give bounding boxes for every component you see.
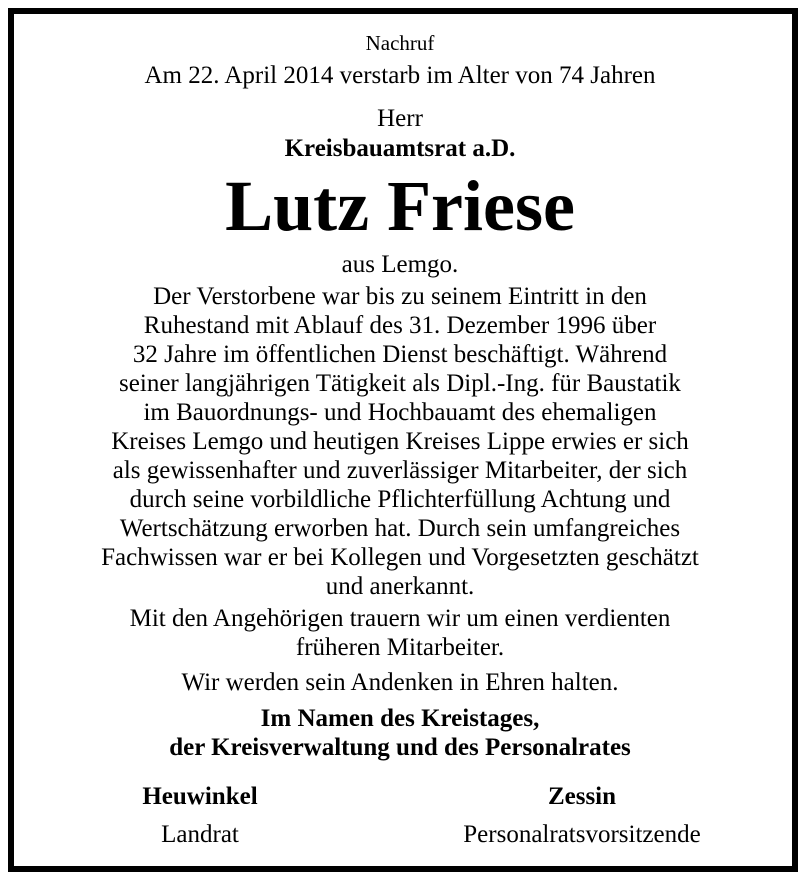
body-line: seiner langjährigen Tätigkeit als Dipl.-Ing. für Baustatik bbox=[119, 370, 681, 397]
remembrance-line: Wir werden sein Andenken in Ehren halten. bbox=[181, 669, 619, 696]
body-line: als gewissenhafter und zuverlässiger Mitarbeiter, der sich bbox=[112, 457, 688, 484]
date-line: Am 22. April 2014 verstarb im Alter von 74 Jahren bbox=[144, 62, 656, 89]
deceased-name: Lutz Friese bbox=[225, 166, 575, 246]
body-line: Kreises Lemgo und heutigen Kreises Lippe erwies er sich bbox=[111, 428, 689, 455]
notice-heading: Nachruf bbox=[365, 31, 435, 55]
signatory-role-right: Personalratsvorsitzende bbox=[463, 821, 701, 848]
body-line: Der Verstorbene war bis zu seinem Eintritt in den bbox=[153, 283, 647, 310]
mourning-line: Mit den Angehörigen trauern wir um einen verdienten bbox=[129, 605, 671, 632]
body-line: 32 Jahre im öffentlichen Dienst beschäftigt. Während bbox=[132, 341, 668, 368]
mourning-line: früheren Mitarbeiter. bbox=[295, 634, 505, 661]
signatory-name-left: Heuwinkel bbox=[142, 783, 258, 810]
body-line: Wertschätzung erworben hat. Durch sein umfangreiches bbox=[119, 515, 681, 542]
body-line: durch seine vorbildliche Pflichterfüllung Achtung und bbox=[129, 486, 671, 513]
body-line: im Bauordnungs- und Hochbauamt des ehemaligen bbox=[143, 399, 657, 426]
hometown: aus Lemgo. bbox=[341, 251, 459, 278]
signatory-name-right: Zessin bbox=[547, 783, 617, 810]
deceased-title: Kreisbauamtsrat a.D. bbox=[284, 135, 516, 162]
salutation: Herr bbox=[377, 105, 423, 132]
body-line: Ruhestand mit Ablauf des 31. Dezember 1996 über bbox=[143, 312, 657, 339]
on-behalf-line: der Kreisverwaltung und des Personalrates bbox=[169, 734, 631, 761]
on-behalf-line: Im Namen des Kreistages, bbox=[260, 705, 540, 732]
body-line: und anerkannt. bbox=[325, 573, 475, 600]
signatory-role-left: Landrat bbox=[161, 821, 239, 848]
body-line: Fachwissen war er bei Kollegen und Vorgesetzten geschätzt bbox=[101, 544, 699, 571]
